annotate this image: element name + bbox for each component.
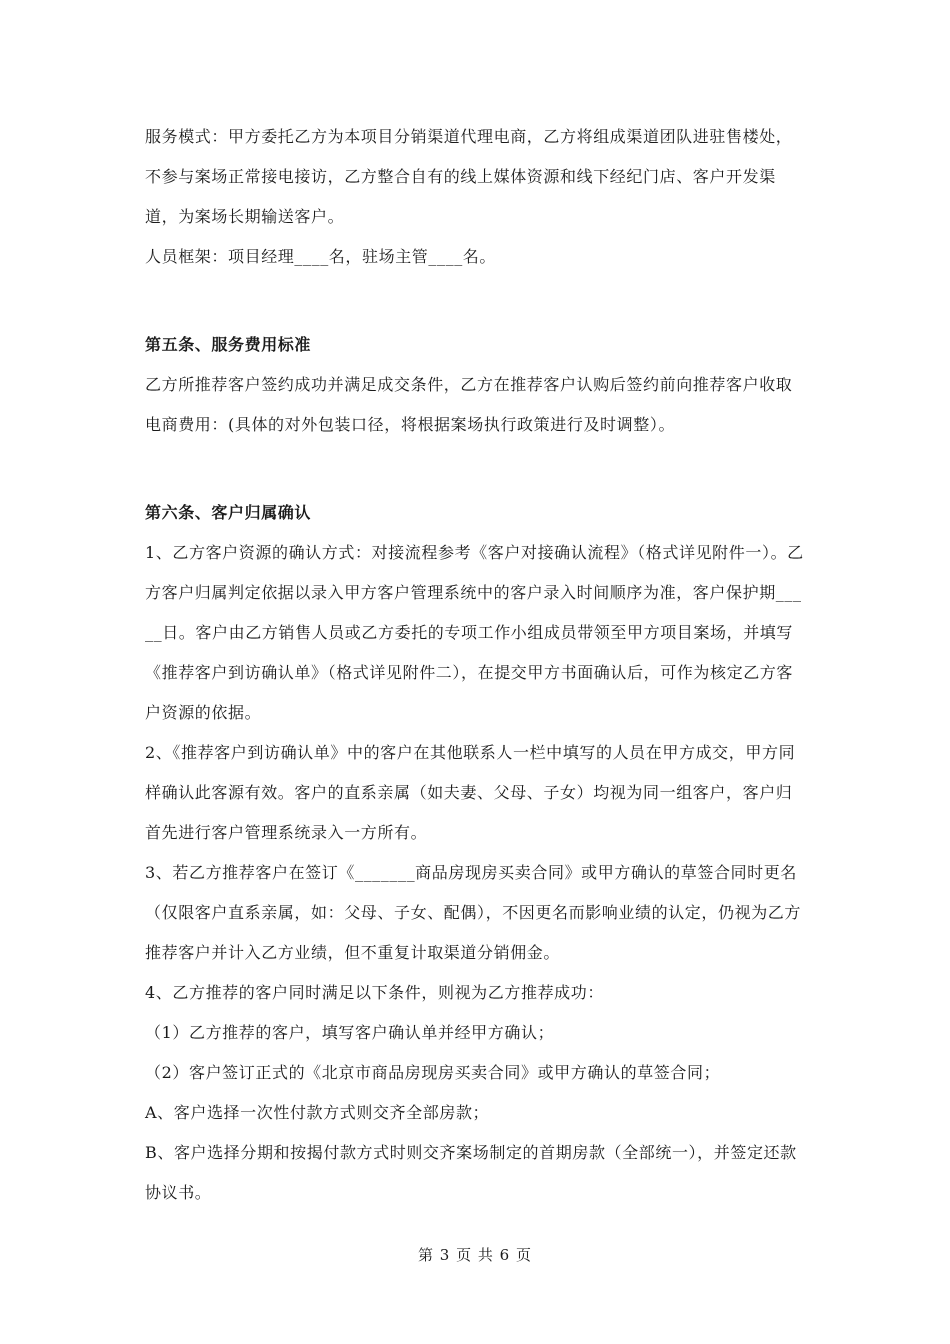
- article-6-item-4-sub-a: A、客户选择一次性付款方式则交齐全部房款；: [145, 1103, 490, 1122]
- article-6-item-4: 4、乙方推荐的客户同时满足以下条件，则视为乙方推荐成功：: [145, 983, 604, 1002]
- article-5-heading: 第五条、服务费用标准: [145, 335, 312, 354]
- document-body: [145, 117, 805, 1213]
- article-6-item-2: 2、《推荐客户到访确认单》中的客户在其他联系人一栏中填写的人员在甲方成交，甲方同样确认此客源有效。客户的直系亲属（如夫妻、父母、子女）均视为同一组客户，客户归首先进行客户管理系统录入一方所有。: [145, 743, 796, 842]
- page-number-footer: 第 3 页 共 6 页: [418, 1246, 532, 1264]
- article-6-item-4-sub-b: B、客户选择分期和按揭付款方式时则交齐案场制定的首期房款（全部统一），并签定还款协议书。: [145, 1143, 797, 1202]
- spacer: [145, 445, 805, 493]
- service-mode-paragraph: 服务模式：甲方委托乙方为本项目分销渠道代理电商，乙方将组成渠道团队进驻售楼处，不参与案场正常接电接访，乙方整合自有的线上媒体资源和线下经纪门店、客户开发渠道，为案场长期输送客户。: [145, 127, 793, 226]
- article-6-item-3: 3、若乙方推荐客户在签订《_______商品房现房买卖合同》或甲方确认的草签合同时更名（仅限客户直系亲属，如：父母、子女、配偶），不因更名而影响业绩的认定，仍视为乙方推荐客户并计入乙方业绩，但不重复计取渠道分销佣金。: [145, 863, 802, 962]
- article-6-item-4-sub-2: （2）客户签订正式的《北京市商品房现房买卖合同》或甲方确认的草签合同；: [145, 1063, 721, 1082]
- article-6-item-1: 1、乙方客户资源的确认方式：对接流程参考《客户对接确认流程》（格式详见附件一）。乙方客户归属判定依据以录入甲方客户管理系统中的客户录入时间顺序为准，客户保护期_____日。客户由乙方销售人员或乙方委托的专项工作小组成员带领至甲方项目案场，并填写《推荐客户到访确认单》（格式详见附件二），在提交甲方书面确认后，可作为核定乙方客户资源的依据。: [145, 543, 804, 722]
- article-5-paragraph: 乙方所推荐客户签约成功并满足成交条件，乙方在推荐客户认购后签约前向推荐客户收取电商费用：(具体的对外包装口径，将根据案场执行政策进行及时调整）。: [145, 375, 793, 434]
- article-6-item-4-sub-1: （1）乙方推荐的客户，填写客户确认单并经甲方确认；: [145, 1023, 555, 1042]
- article-6-heading: 第六条、客户归属确认: [145, 503, 312, 522]
- staff-structure-paragraph: 人员框架：项目经理____名，驻场主管____名。: [145, 247, 497, 266]
- spacer: [145, 277, 805, 325]
